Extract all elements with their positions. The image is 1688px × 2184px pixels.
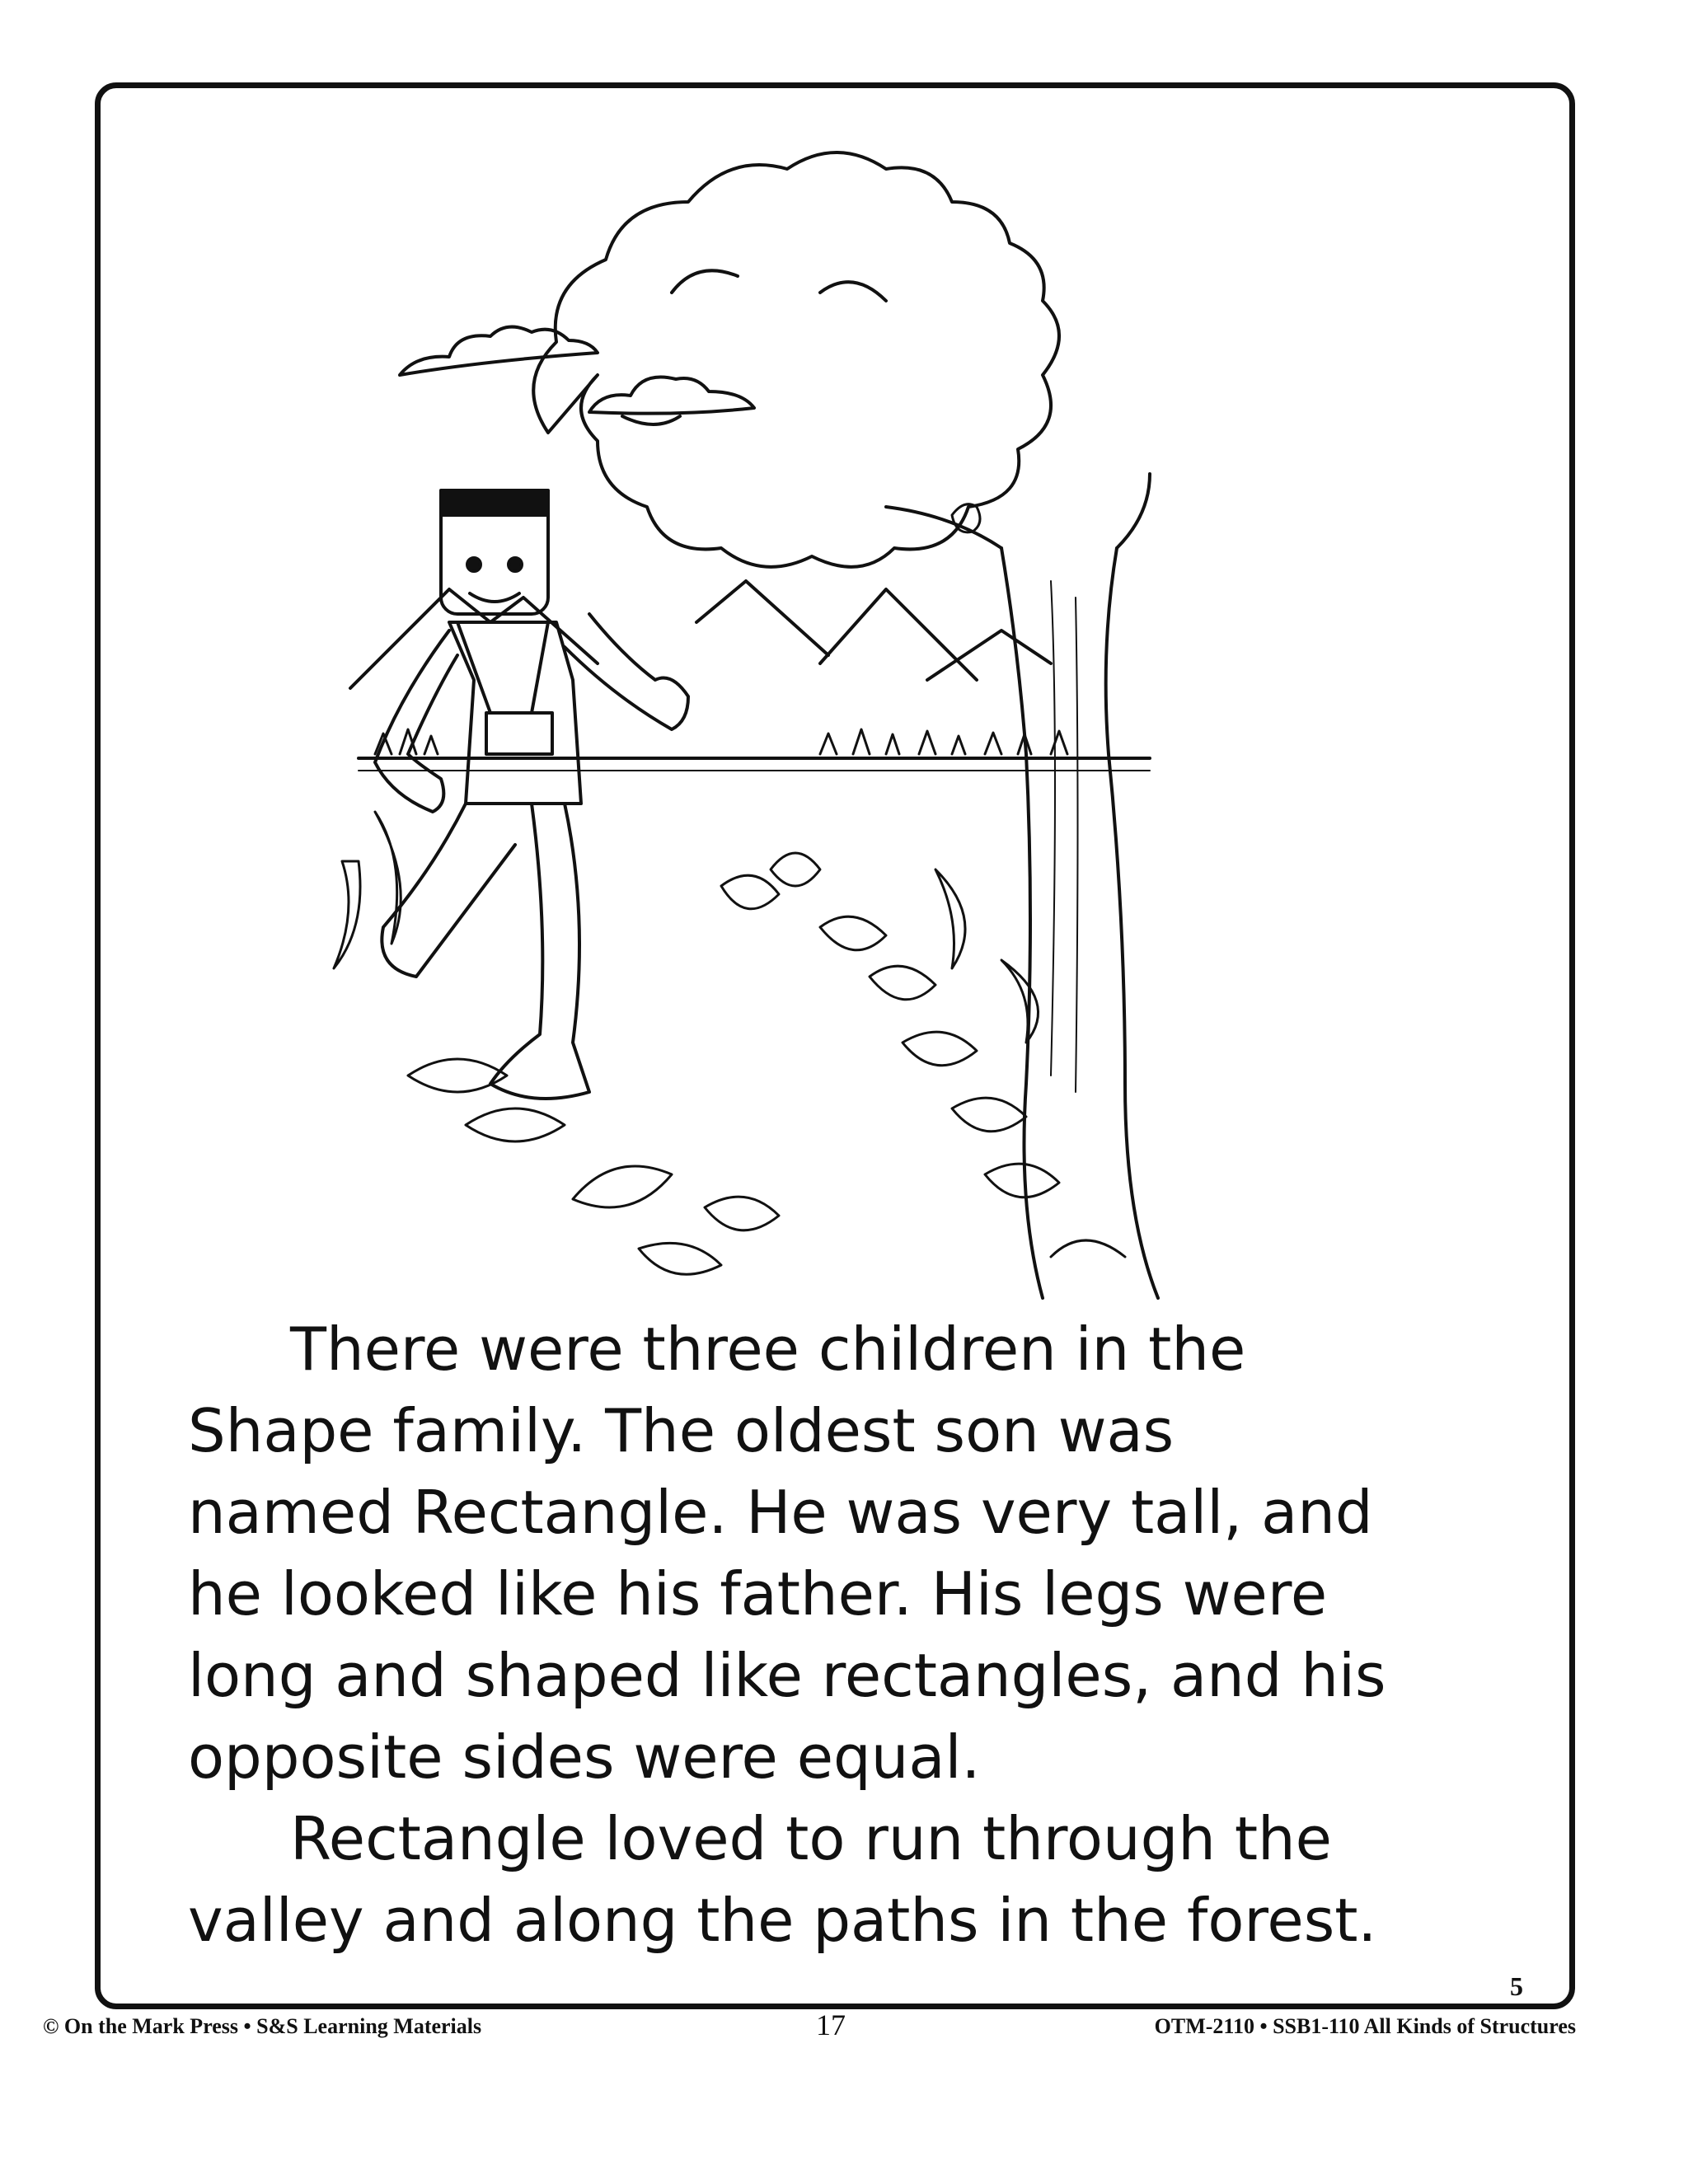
story-line: Shape family. The oldest son was	[188, 1396, 1175, 1465]
tree-canopy	[533, 152, 1059, 567]
story-text	[188, 1309, 1540, 1961]
story-line: opposite sides were equal.	[188, 1722, 981, 1792]
story-line: he looked like his father. His legs were	[188, 1559, 1328, 1629]
footer-copyright: © On the Mark Press • S&S Learning Materials	[43, 2014, 482, 2038]
foliage	[334, 812, 1125, 1274]
story-line: named Rectangle. He was very tall, and	[188, 1478, 1373, 1547]
story-line: long and shaped like rectangles, and his	[188, 1641, 1386, 1710]
story-paragraph-1	[188, 1309, 1540, 1798]
story-paragraph-2	[188, 1798, 1540, 1961]
story-illustration	[326, 87, 1290, 1306]
story-line: Rectangle loved to run through the	[290, 1804, 1332, 1873]
story-line: There were three children in the	[290, 1315, 1246, 1384]
tree-trunk	[886, 474, 1158, 1298]
inner-page-number: 5	[1510, 1971, 1523, 2001]
story-line: valley and along the paths in the forest.	[188, 1886, 1377, 1955]
footer-product-code: OTM-2110 • SSB1-110 All Kinds of Structures	[1154, 2014, 1576, 2038]
footer-page-number: 17	[816, 2008, 846, 2041]
boy-figure	[375, 490, 688, 1099]
